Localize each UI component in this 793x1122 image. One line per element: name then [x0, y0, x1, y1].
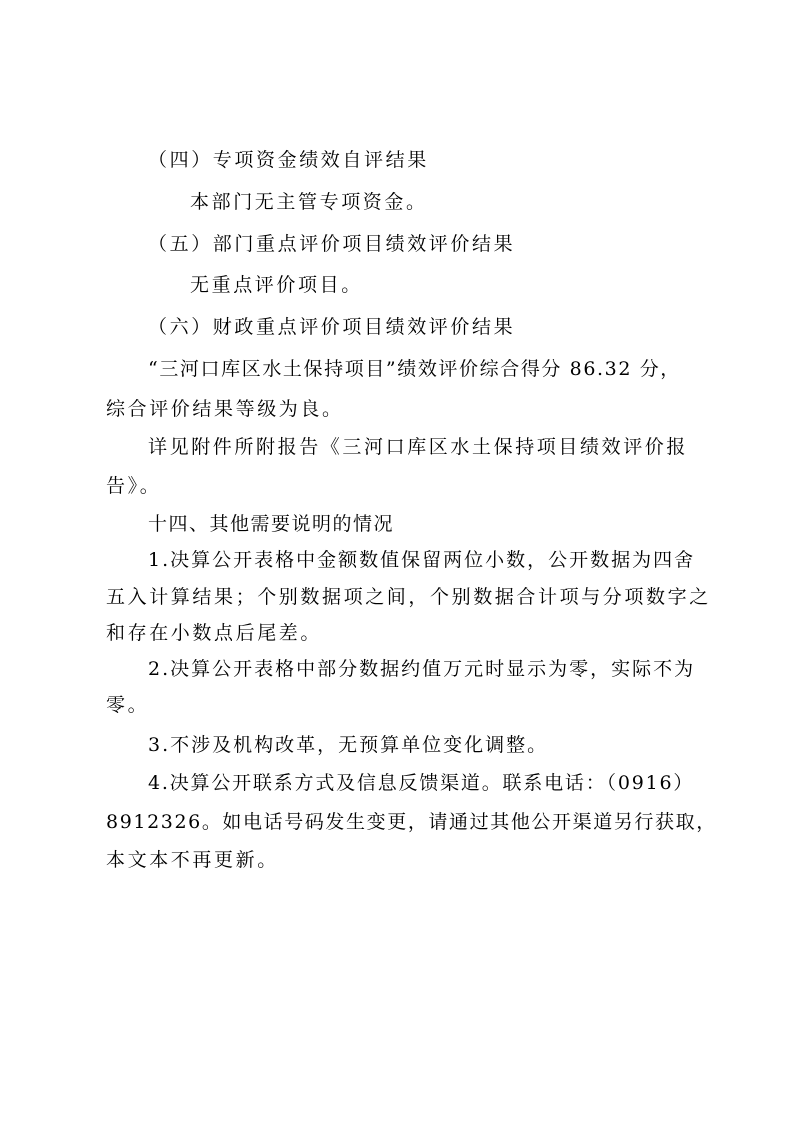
item-2-line: 零。 [106, 694, 150, 716]
section-6-paragraph-line: “三河口库区水土保持项目”绩效评价综合得分 86.32 分， [148, 358, 681, 380]
item-1-line: 五入计算结果；个别数据项之间，个别数据合计项与分项数字之 [106, 586, 711, 608]
item-1-line: 1.决算公开表格中金额数值保留两位小数，公开数据为四舍 [148, 549, 696, 571]
item-3-line: 3.不涉及机构改革，无预算单位变化调整。 [148, 734, 549, 756]
item-4-line: 4.决算公开联系方式及信息反馈渠道。联系电话：（0916） [148, 772, 695, 794]
section-14-heading: 十四、其他需要说明的情况 [148, 513, 395, 535]
section-5-body: 无重点评价项目。 [190, 274, 363, 296]
section-5-heading: （五）部门重点评价项目绩效评价结果 [148, 233, 516, 255]
item-4-line: 8912326。如电话号码发生变更，请通过其他公开渠道另行获取， [106, 811, 717, 833]
item-4-line: 本文本不再更新。 [106, 849, 279, 871]
section-6-heading: （六）财政重点评价项目绩效评价结果 [148, 316, 516, 338]
item-2-line: 2.决算公开表格中部分数据约值万元时显示为零，实际不为 [148, 658, 696, 680]
section-6-paragraph-line: 告》。 [106, 475, 162, 497]
item-1-line: 和存在小数点后尾差。 [106, 622, 323, 644]
section-6-paragraph-line: 综合评价结果等级为良。 [106, 398, 344, 420]
section-4-body: 本部门无主管专项资金。 [190, 191, 428, 213]
section-6-paragraph-line: 详见附件所附报告《三河口库区水土保持项目绩效评价报 [148, 436, 689, 458]
section-4-heading: （四）专项资金绩效自评结果 [148, 149, 429, 171]
